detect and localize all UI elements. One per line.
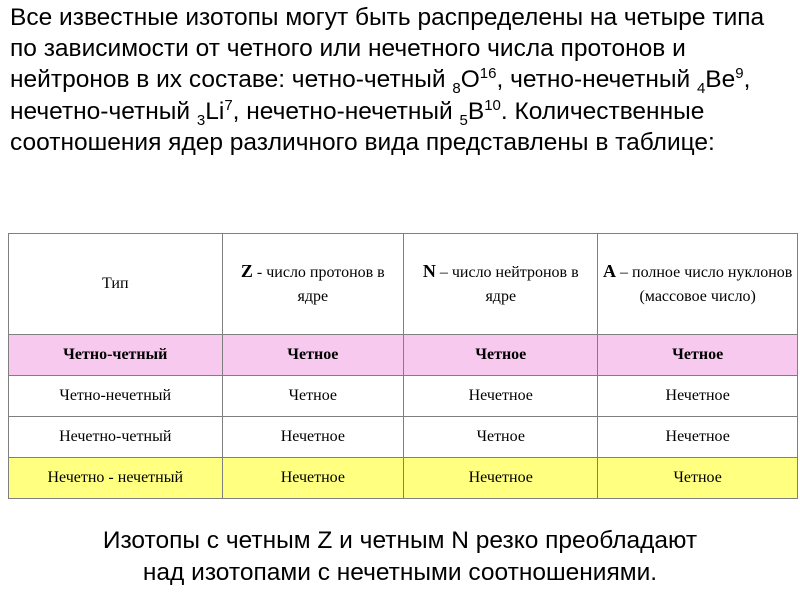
table-header-row [9, 234, 798, 335]
header-a-letter: А [603, 261, 617, 281]
table-row [9, 335, 798, 376]
atomic-number: 8 [452, 80, 461, 98]
mass-number: 9 [735, 65, 744, 83]
table-row [9, 376, 798, 417]
conclusion [0, 525, 800, 589]
cell-z: Нечетное [222, 458, 404, 499]
header-n-letter: N [422, 261, 436, 281]
header-a-text: – полное число нуклонов (массовое число) [616, 264, 793, 305]
isotope-boron [459, 96, 501, 129]
intro-text-part: . Количественные соотношения ядер различного вида представлены в таблице: [10, 97, 715, 156]
atomic-number: 3 [196, 111, 206, 129]
cell-a: Нечетное [598, 417, 798, 458]
isotope-beryllium [696, 65, 744, 98]
table-row [9, 417, 798, 458]
cell-a: Четное [598, 335, 798, 376]
header-z-text: - число протонов в ядре [252, 264, 385, 305]
isotope-types-table [8, 233, 798, 499]
intro-text-part: , нечетно-четный [10, 66, 751, 125]
cell-a: Четное [598, 458, 798, 499]
cell-z: Четное [222, 376, 404, 417]
cell-n: Нечетное [404, 458, 598, 499]
mass-number: 7 [224, 96, 233, 114]
cell-a: Нечетное [598, 376, 798, 417]
header-type: Тип [9, 234, 223, 335]
atomic-number: 5 [459, 111, 468, 129]
header-a [598, 234, 798, 335]
header-z [222, 234, 404, 335]
intro-text-part: Все известные изотопы могут быть распределены на четыре типа по зависимости от четного или нечетного числа протонов и нейтронов в их составе: четно-четный [10, 4, 765, 94]
element-symbol: Li [205, 97, 225, 125]
mass-number: 10 [484, 96, 501, 114]
isotope-oxygen [452, 65, 497, 98]
cell-type: Четно-четный [9, 335, 223, 376]
cell-type: Четно-нечетный [9, 376, 223, 417]
atomic-number: 4 [696, 80, 706, 98]
table-row [9, 458, 798, 499]
header-n-text: – число нейтронов в ядре [435, 264, 579, 305]
header-z-letter: Z [240, 261, 253, 281]
intro-text-part: , нечетно-нечетный [232, 97, 460, 125]
conclusion-line-1: Изотопы с четным Z и четным N резко преобладают [102, 527, 698, 554]
header-n [404, 234, 598, 335]
cell-type: Нечетно - нечетный [9, 458, 223, 499]
cell-z: Четное [222, 335, 404, 376]
conclusion-line-2: над изотопами с нечетными соотношениями. [142, 559, 658, 586]
intro-text [10, 2, 795, 158]
mass-number: 16 [479, 65, 497, 83]
cell-n: Четное [404, 335, 598, 376]
cell-n: Нечетное [404, 376, 598, 417]
cell-n: Четное [404, 417, 598, 458]
isotope-lithium [196, 96, 233, 129]
element-symbol: O [460, 66, 480, 94]
element-symbol: Be [705, 66, 736, 94]
cell-type: Нечетно-четный [9, 417, 223, 458]
element-symbol: B [467, 97, 485, 125]
cell-z: Нечетное [222, 417, 404, 458]
intro-text-part: , четно-нечетный [496, 66, 697, 94]
intro-paragraph [10, 2, 795, 158]
